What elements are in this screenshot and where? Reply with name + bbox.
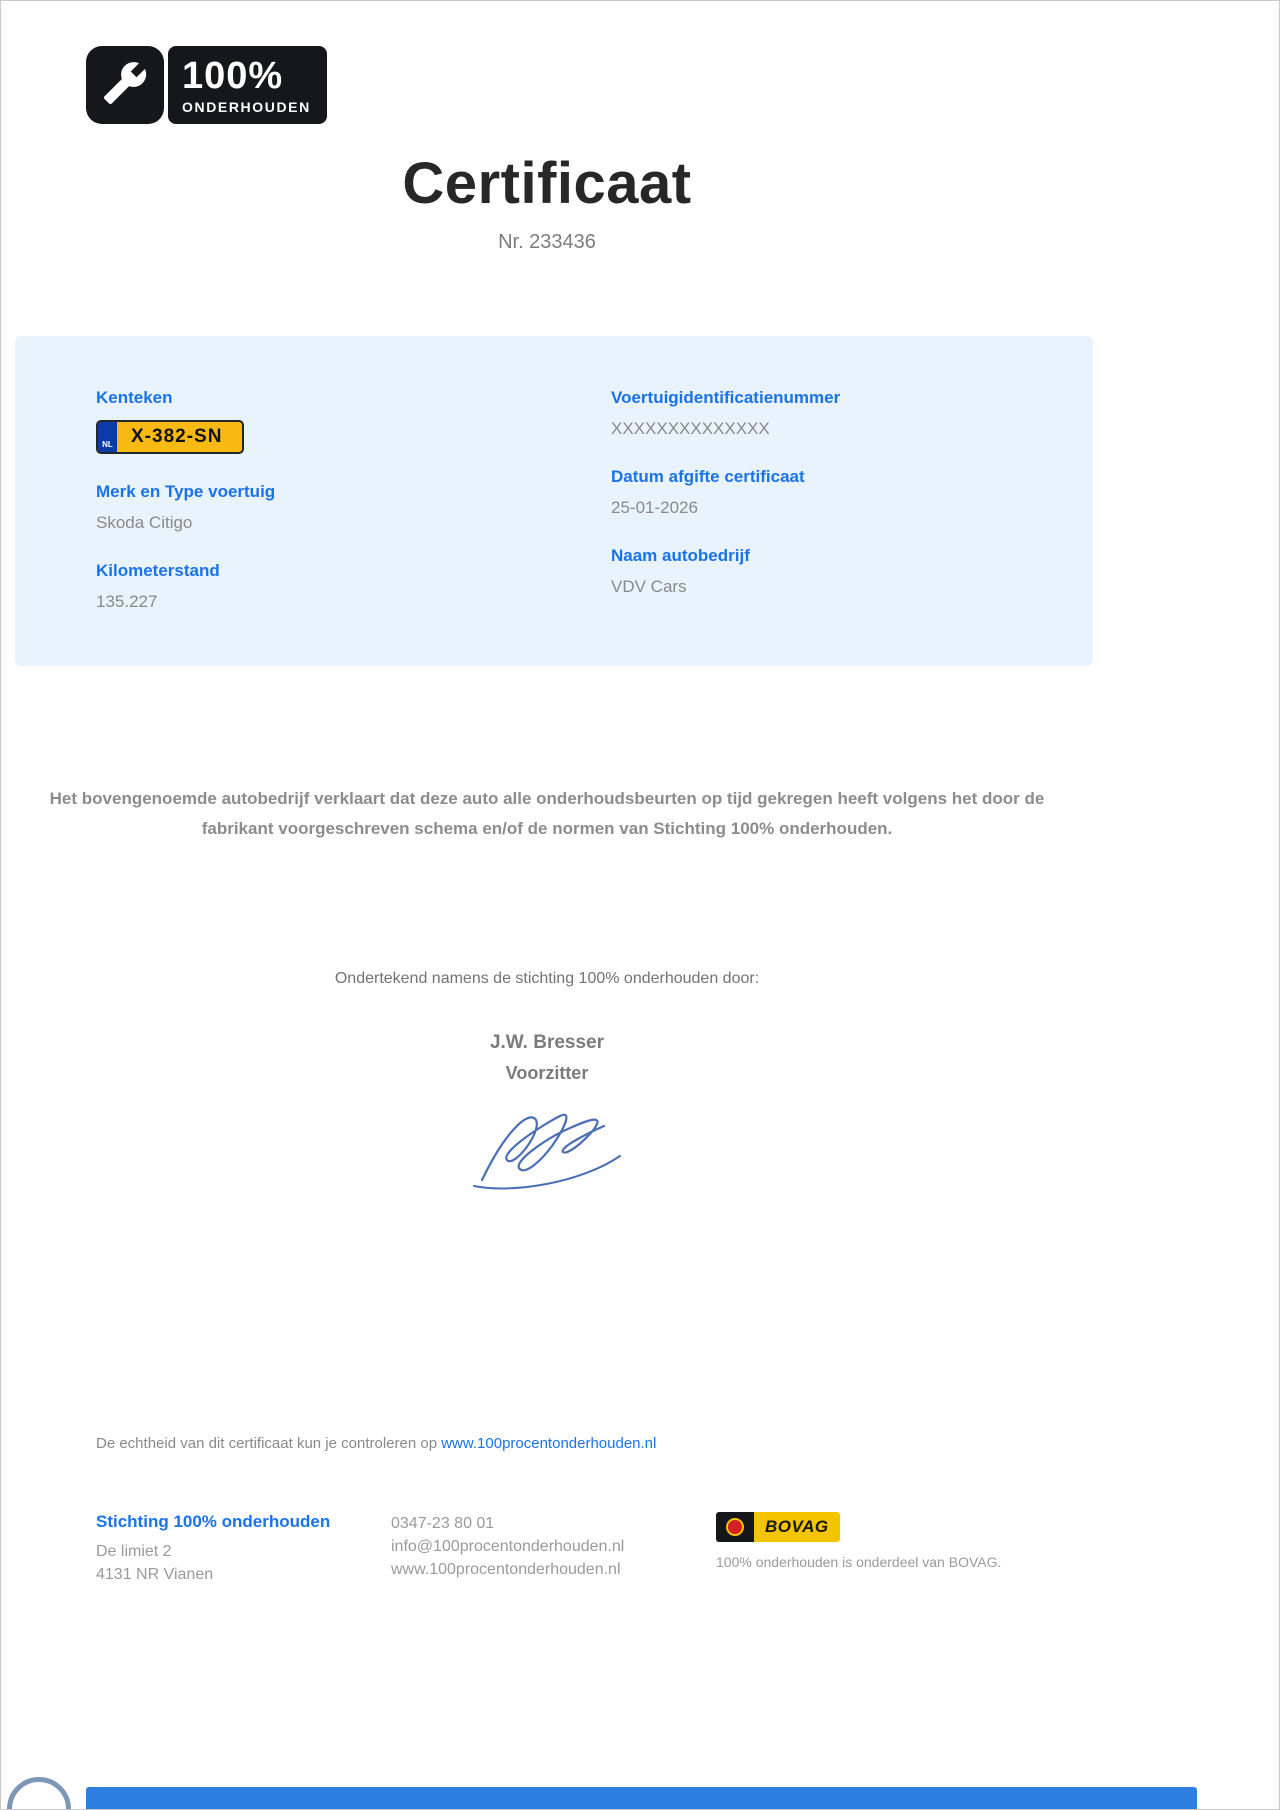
field-autobedrijf bbox=[611, 546, 1093, 597]
footer-email: info@100procentonderhouden.nl bbox=[391, 1537, 625, 1555]
footer-phone: 0347-23 80 01 bbox=[391, 1514, 495, 1532]
field-vin bbox=[611, 388, 1093, 439]
merk-type-value: Skoda Citigo bbox=[96, 513, 193, 532]
field-kenteken bbox=[96, 388, 611, 454]
bovag-logo-icon-box bbox=[716, 1512, 754, 1542]
plate-number: X-382-SN bbox=[131, 426, 223, 447]
field-kilometerstand bbox=[96, 561, 611, 612]
kenteken-label: Kenteken bbox=[96, 388, 173, 407]
bovag-logo bbox=[716, 1512, 840, 1542]
vin-value: XXXXXXXXXXXXXX bbox=[611, 419, 770, 438]
logo-text-box bbox=[168, 46, 327, 124]
footer-address-line2: 4131 NR Vianen bbox=[96, 1565, 214, 1583]
certificate-number: Nr. 233436 bbox=[498, 231, 596, 253]
verification-text: De echtheid van dit certificaat kun je controleren op bbox=[96, 1434, 442, 1452]
datum-afgifte-label: Datum afgifte certificaat bbox=[611, 467, 805, 486]
bovag-note: 100% onderhouden is onderdeel van BOVAG. bbox=[716, 1553, 1002, 1570]
footer-org-name: Stichting 100% onderhouden bbox=[96, 1511, 331, 1531]
kilometerstand-label: Kilometerstand bbox=[96, 561, 220, 580]
details-left-column bbox=[96, 388, 611, 640]
bottom-circle-logo bbox=[7, 1777, 71, 1810]
field-merk-type bbox=[96, 482, 611, 533]
footer-website: www.100procentonderhouden.nl bbox=[391, 1560, 621, 1578]
license-plate bbox=[96, 420, 244, 454]
kilometerstand-value: 135.227 bbox=[96, 592, 158, 611]
vehicle-details-panel bbox=[15, 336, 1093, 666]
plate-country-strip: NL bbox=[98, 422, 117, 452]
vin-label: Voertuigidentificatienummer bbox=[611, 388, 841, 407]
signing-block bbox=[1, 970, 1093, 1203]
field-datum-afgifte bbox=[611, 467, 1093, 518]
signer-role: Voorzitter bbox=[505, 1062, 589, 1083]
footer-bovag-column bbox=[716, 1512, 1093, 1570]
logo-name-text: ONDERHOUDEN bbox=[182, 98, 311, 115]
onderhouden-logo bbox=[86, 46, 327, 124]
verification-line bbox=[96, 1435, 1093, 1452]
footer-address-column bbox=[96, 1512, 391, 1586]
bovag-circle-icon bbox=[726, 1518, 744, 1536]
verification-link[interactable]: www.100procentonderhouden.nl bbox=[441, 1434, 657, 1452]
wrench-icon bbox=[102, 60, 148, 111]
footer-contact-column bbox=[391, 1512, 716, 1582]
bovag-logo-text: BOVAG bbox=[754, 1512, 840, 1542]
autobedrijf-label: Naam autobedrijf bbox=[611, 546, 750, 565]
logo-icon-box bbox=[86, 46, 164, 124]
details-right-column bbox=[611, 388, 1093, 640]
signer-name: J.W. Bresser bbox=[489, 1031, 605, 1053]
logo-percent-text: 100% bbox=[182, 54, 284, 97]
footer-address-line1: De limiet 2 bbox=[96, 1542, 172, 1560]
footer-bar bbox=[86, 1787, 1197, 1809]
autobedrijf-value: VDV Cars bbox=[611, 577, 687, 596]
datum-afgifte-value: 25-01-2026 bbox=[611, 498, 698, 517]
signing-intro: Ondertekend namens de stichting 100% onderhouden door: bbox=[334, 969, 760, 987]
footer bbox=[96, 1512, 1093, 1586]
page-title: Certificaat bbox=[402, 151, 692, 216]
declaration-statement: Het bovengenoemde autobedrijf verklaart dat deze auto alle onderhoudsbeurten op tijd gekregen heeft volgens het door de fabrikant voorgeschreven schema en/of de normen van Stichting 100% onderhouden. bbox=[49, 789, 1045, 838]
merk-type-label: Merk en Type voertuig bbox=[96, 482, 276, 501]
signature-image bbox=[1, 1098, 1093, 1203]
